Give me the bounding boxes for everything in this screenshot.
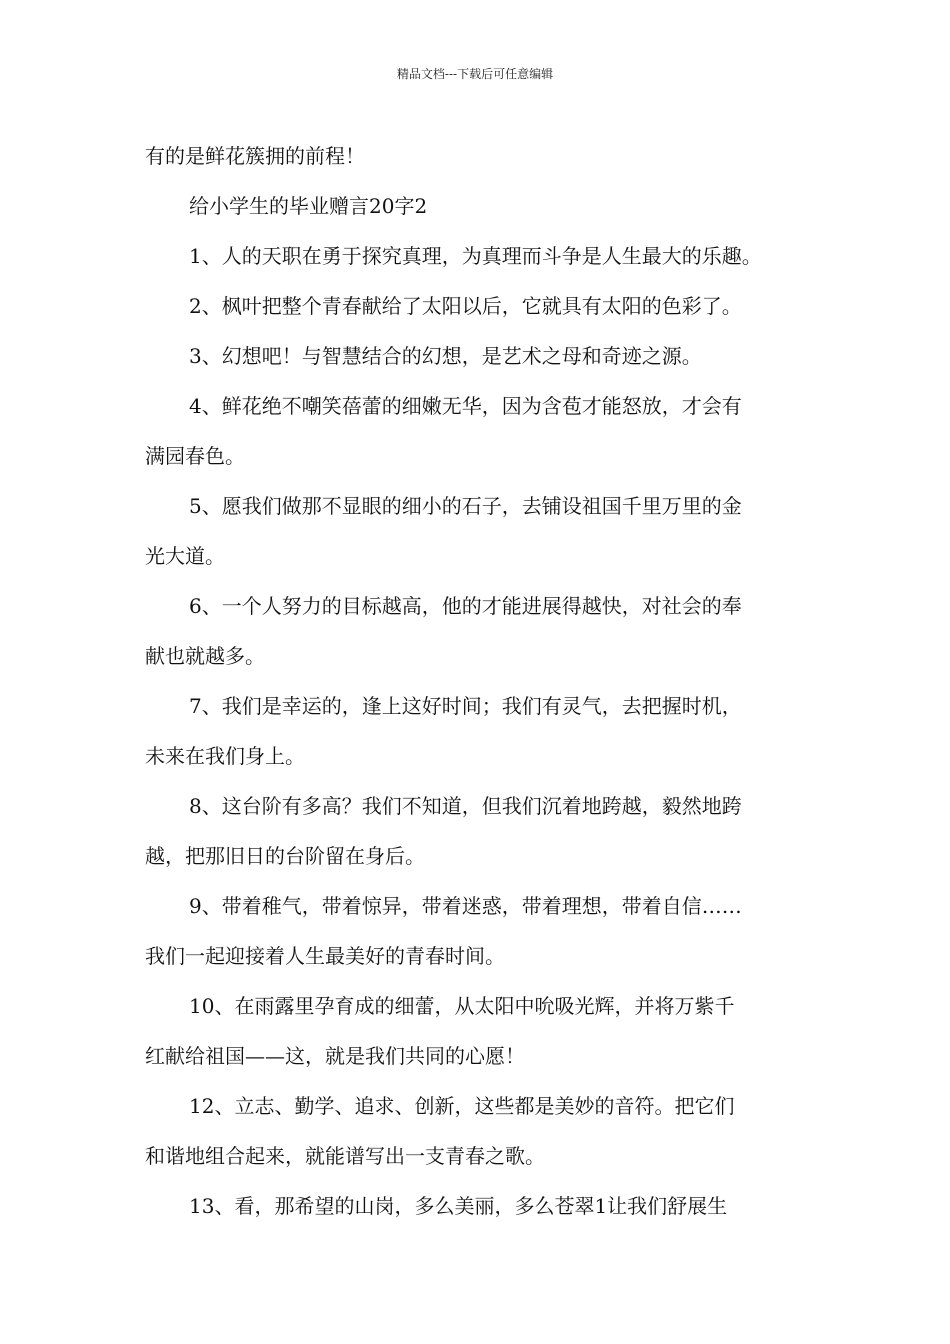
- list-item-5-cont: 光大道。: [145, 544, 225, 568]
- list-item-8-cont: 越，把那旧日的台阶留在身后。: [145, 844, 425, 868]
- list-item-6-cont: 献也就越多。: [145, 644, 265, 668]
- list-item-3: 3、幻想吧！与智慧结合的幻想，是艺术之母和奇迹之源。: [189, 344, 702, 368]
- list-item-10-cont: 红献给祖国——这，就是我们共同的心愿！: [145, 1044, 525, 1068]
- document-body: [145, 131, 815, 1231]
- text-line: 有的是鲜花簇拥的前程！: [145, 144, 365, 168]
- list-item-7-cont: 未来在我们身上。: [145, 744, 305, 768]
- list-item-12: 12、立志、勤学、追求、创新，这些都是美妙的音符。把它们: [189, 1094, 735, 1118]
- list-item-5: 5、愿我们做那不显眼的细小的石子，去铺设祖国千里万里的金: [189, 494, 742, 518]
- list-item-1: 1、人的天职在勇于探究真理，为真理而斗争是人生最大的乐趣。: [189, 244, 762, 268]
- section-heading: 给小学生的毕业赠言20字2: [189, 194, 428, 218]
- list-item-9-cont: 我们一起迎接着人生最美好的青春时间。: [145, 944, 505, 968]
- list-item-9: 9、带着稚气，带着惊异，带着迷惑，带着理想，带着自信……: [189, 894, 742, 918]
- list-item-4-cont: 满园春色。: [145, 444, 245, 468]
- list-item-13: 13、看，那希望的山岗，多么美丽，多么苍翠1让我们舒展生: [189, 1194, 728, 1218]
- page-header: 精品文档---下载后可任意编辑: [396, 67, 554, 81]
- list-item-2: 2、枫叶把整个青春献给了太阳以后，它就具有太阳的色彩了。: [189, 294, 742, 318]
- list-item-7: 7、我们是幸运的，逢上这好时间；我们有灵气，去把握时机，: [189, 694, 742, 718]
- list-item-4: 4、鲜花绝不嘲笑蓓蕾的细嫩无华，因为含苞才能怒放，才会有: [189, 394, 742, 418]
- list-item-12-cont: 和谐地组合起来，就能谱写出一支青春之歌。: [145, 1144, 545, 1168]
- list-item-10: 10、在雨露里孕育成的细蕾，从太阳中吮吸光辉，并将万紫千: [189, 994, 735, 1018]
- list-item-8: 8、这台阶有多高？我们不知道，但我们沉着地跨越，毅然地跨: [189, 794, 742, 818]
- list-item-6: 6、一个人努力的目标越高，他的才能进展得越快，对社会的奉: [189, 594, 742, 618]
